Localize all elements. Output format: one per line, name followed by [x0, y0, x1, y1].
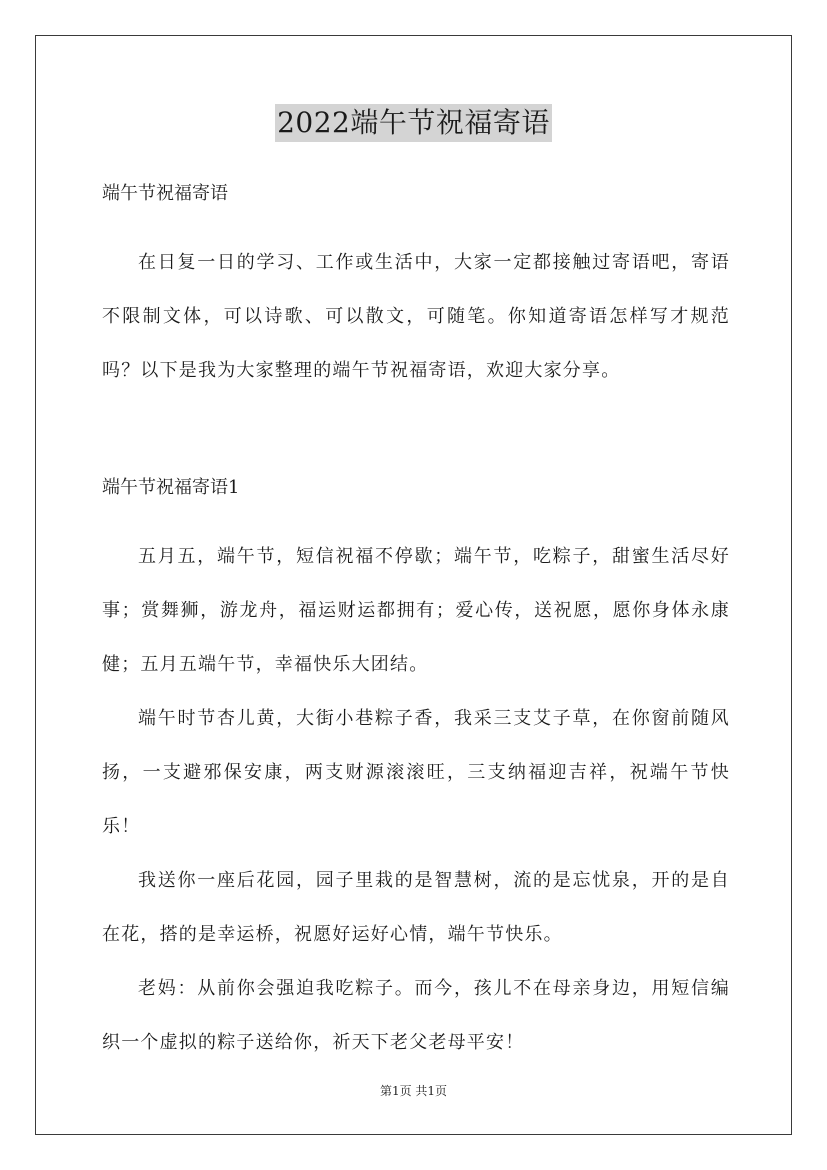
document-title-container: [0, 104, 827, 142]
blessing-paragraph-4: 老妈：从前你会强迫我吃粽子。而今，孩儿不在母亲身边，用短信编织一个虚拟的粽子送给你，祈天下老父老母平安！: [102, 978, 730, 1053]
document-body: [102, 172, 730, 1070]
blessing-paragraph-3: 我送你一座后花园，园子里栽的是智慧树，流的是忘忧泉，开的是自在花，搭的是幸运桥，祝愿好运好心情，端午节快乐。: [102, 870, 730, 945]
document-title: 2022端午节祝福寄语: [275, 104, 552, 142]
page-number: 第1页 共1页: [379, 1084, 448, 1098]
document-subtitle: 端午节祝福寄语: [102, 183, 228, 204]
page-footer: [0, 1082, 827, 1099]
blessing-paragraph-2: 端午时节杏儿黄，大街小巷粽子香，我采三支艾子草，在你窗前随风扬，一支避邪保安康，两支财源滚滚旺，三支纳福迎吉祥，祝端午节快乐！: [102, 708, 730, 837]
intro-paragraph: 在日复一日的学习、工作或生活中，大家一定都接触过寄语吧，寄语不限制文体，可以诗歌、可以散文，可随笔。你知道寄语怎样写才规范吗？以下是我为大家整理的端午节祝福寄语，欢迎大家分享。: [102, 252, 730, 381]
section-heading: 端午节祝福寄语1: [102, 477, 240, 498]
blessing-paragraph-1: 五月五，端午节，短信祝福不停歇；端午节，吃粽子，甜蜜生活尽好事；赏舞狮，游龙舟，福运财运都拥有；爱心传，送祝愿，愿你身体永康健；五月五端午节，幸福快乐大团结。: [102, 546, 730, 675]
